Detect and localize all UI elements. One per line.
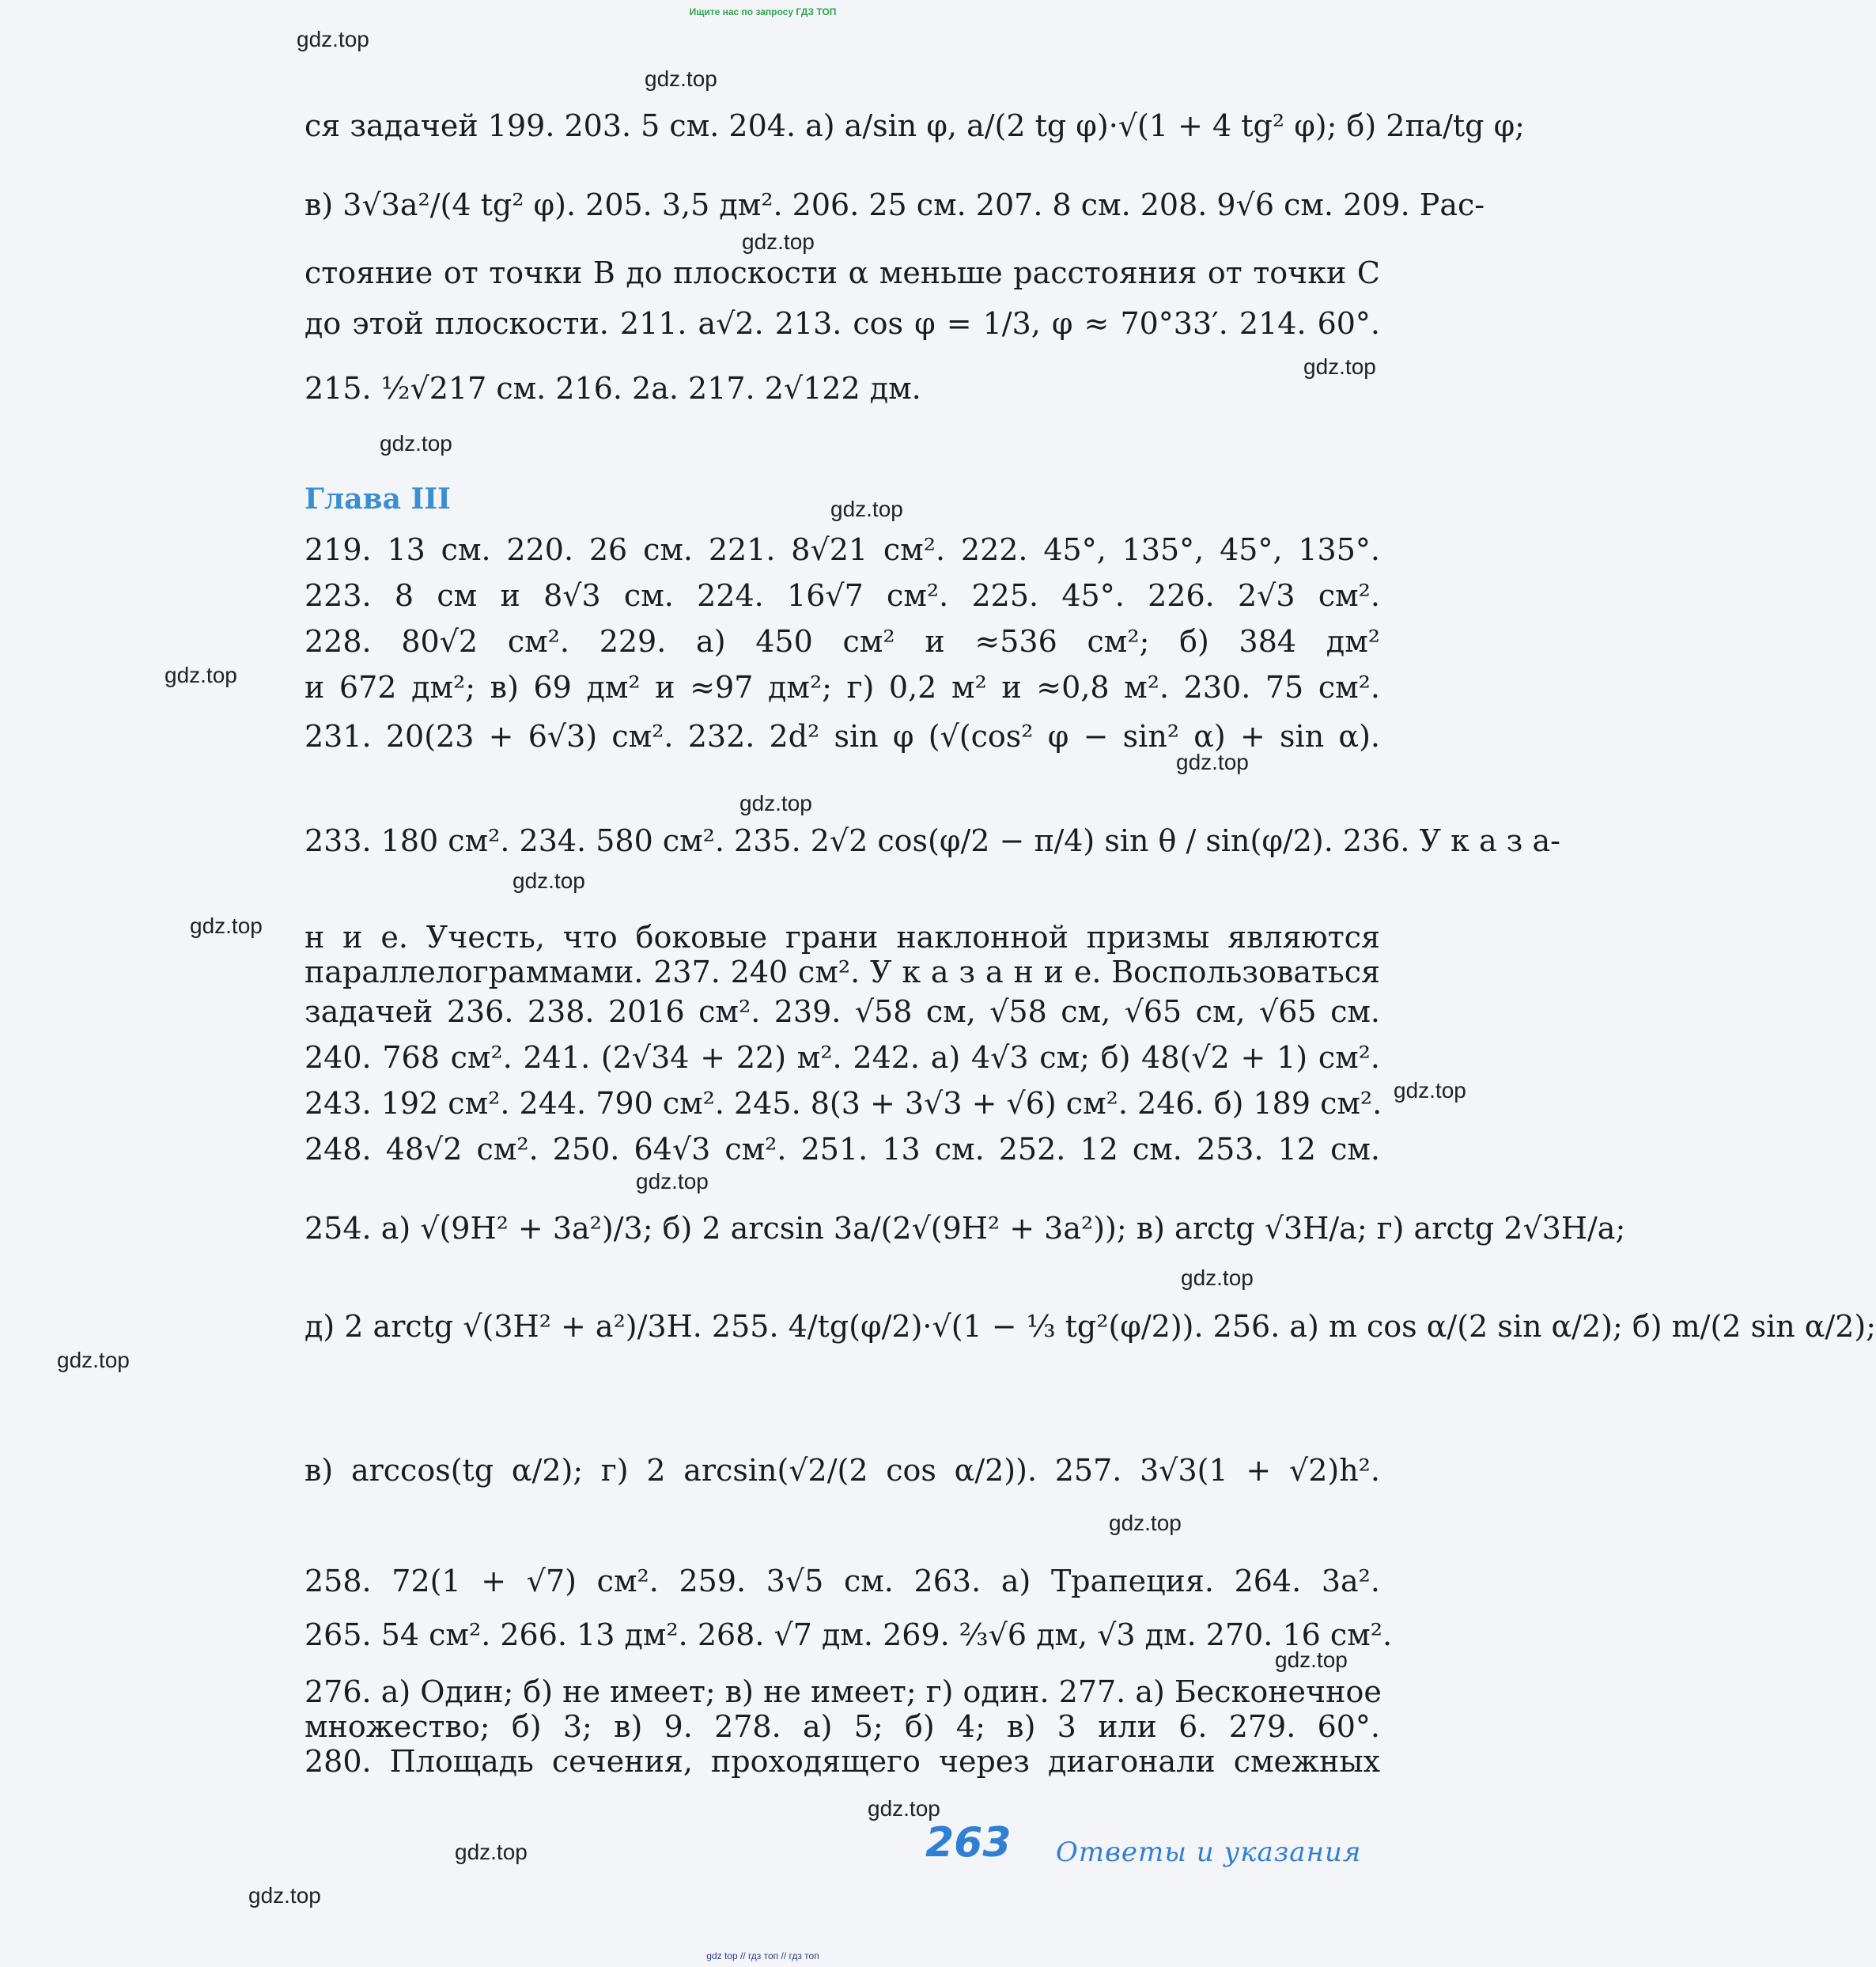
page-number: 263	[925, 1819, 1012, 1867]
answer-line: н и е. Учесть, что боковые грани наклонной призмы являются	[304, 920, 1380, 955]
watermark: gdz.top	[645, 66, 717, 91]
answer-line: задачей 236. 238. 2016 см². 239. √58 см, √58 см, √65 см, √65 см.	[304, 994, 1380, 1029]
answer-line: 240. 768 см². 241. (2√34 + 22) м². 242. а) 4√3 см; б) 48(√2 + 1) см².	[304, 1040, 1380, 1075]
watermark: gdz.top	[1176, 750, 1249, 774]
answer-line: 280. Площадь сечения, проходящего через диагонали смежных	[304, 1744, 1380, 1779]
chapter-heading: Глава III	[304, 482, 451, 516]
bottom-banner: gdz top // гдз топ // гдз топ	[706, 1950, 819, 1961]
answer-line: д) 2 arctg √(3H² + a²)/3H. 255. 4/tg(φ/2)·√(1 − ⅓ tg²(φ/2)). 256. а) m cos α/(2 sin α/2); б) m/(2 sin α/2);	[304, 1309, 1876, 1344]
answer-line: параллелограммами. 237. 240 см². У к а з а н и е. Воспользоваться	[304, 955, 1380, 989]
watermark: gdz.top	[512, 868, 585, 893]
watermark: gdz.top	[636, 1169, 709, 1193]
answer-line: 265. 54 см². 266. 13 дм². 268. √7 дм. 269. ⅔√6 дм, √3 дм. 270. 16 см².	[304, 1617, 1393, 1652]
watermark: gdz.top	[742, 229, 815, 254]
watermark: gdz.top	[830, 497, 903, 521]
watermark: gdz.top	[455, 1840, 528, 1864]
answer-line: до этой плоскости. 211. a√2. 213. cos φ = 1/3, φ ≈ 70°33′. 214. 60°.	[304, 306, 1380, 341]
answer-line: в) arccos(tg α/2); г) 2 arcsin(√2/(2 cos α/2)). 257. 3√3(1 + √2)h².	[304, 1453, 1380, 1488]
top-banner: Ищите нас по запросу ГДЗ ТОП	[689, 6, 837, 17]
watermark: gdz.top	[248, 1883, 321, 1908]
answer-line: ся задачей 199. 203. 5 см. 204. а) a/sin φ, a/(2 tg φ)·√(1 + 4 tg² φ); б) 2πa/tg φ;	[304, 108, 1525, 143]
answer-line: 228. 80√2 см². 229. а) 450 см² и ≈536 см²; б) 384 дм²	[304, 624, 1380, 659]
answer-line: 254. а) √(9H² + 3a²)/3; б) 2 arcsin 3a/(2√(9H² + 3a²)); в) arctg √3H/a; г) arctg 2√3H/a;	[304, 1211, 1626, 1246]
answer-line: 223. 8 см и 8√3 см. 224. 16√7 см². 225. 45°. 226. 2√3 см².	[304, 578, 1380, 613]
answer-line: 233. 180 см². 234. 580 см². 235. 2√2 cos(φ/2 − π/4) sin θ / sin(φ/2). 236. У к а з а-	[304, 823, 1560, 858]
answer-line: в) 3√3a²/(4 tg² φ). 205. 3,5 дм². 206. 25 см. 207. 8 см. 208. 9√6 см. 209. Рас-	[304, 187, 1485, 222]
watermark: gdz.top	[297, 27, 369, 51]
answer-line: 219. 13 см. 220. 26 см. 221. 8√21 см². 222. 45°, 135°, 45°, 135°.	[304, 532, 1380, 567]
watermark: gdz.top	[1275, 1647, 1348, 1672]
watermark: gdz.top	[1109, 1511, 1182, 1535]
watermark: gdz.top	[190, 914, 263, 938]
answer-line: стояние от точки B до плоскости α меньше расстояния от точки C	[304, 255, 1380, 290]
watermark: gdz.top	[1394, 1078, 1466, 1103]
watermark: gdz.top	[1303, 354, 1376, 379]
answer-line: 231. 20(23 + 6√3) см². 232. 2d² sin φ (√(cos² φ − sin² α) + sin α).	[304, 719, 1380, 754]
answer-line: 248. 48√2 см². 250. 64√3 см². 251. 13 см. 252. 12 см. 253. 12 см.	[304, 1132, 1380, 1167]
answer-line: 258. 72(1 + √7) см². 259. 3√5 см. 263. а) Трапеция. 264. 3a².	[304, 1564, 1380, 1598]
answer-line: 215. ½√217 см. 216. 2a. 217. 2√122 дм.	[304, 371, 921, 406]
answer-line: 276. а) Один; б) не имеет; в) не имеет; г) один. 277. а) Бесконечное	[304, 1674, 1382, 1709]
section-title: Ответы и указания	[1056, 1836, 1362, 1868]
watermark: gdz.top	[165, 663, 237, 687]
answer-line: 243. 192 см². 244. 790 см². 245. 8(3 + 3√3 + √6) см². 246. б) 189 см².	[304, 1086, 1382, 1121]
watermark: gdz.top	[868, 1796, 940, 1821]
watermark: gdz.top	[380, 431, 452, 456]
watermark: gdz.top	[57, 1348, 130, 1372]
answer-line: и 672 дм²; в) 69 дм² и ≈97 дм²; г) 0,2 м² и ≈0,8 м². 230. 75 см².	[304, 670, 1380, 705]
watermark: gdz.top	[739, 791, 812, 815]
answer-line: множество; б) 3; в) 9. 278. а) 5; б) 4; в) 3 или 6. 279. 60°.	[304, 1709, 1380, 1744]
watermark: gdz.top	[1181, 1265, 1254, 1290]
